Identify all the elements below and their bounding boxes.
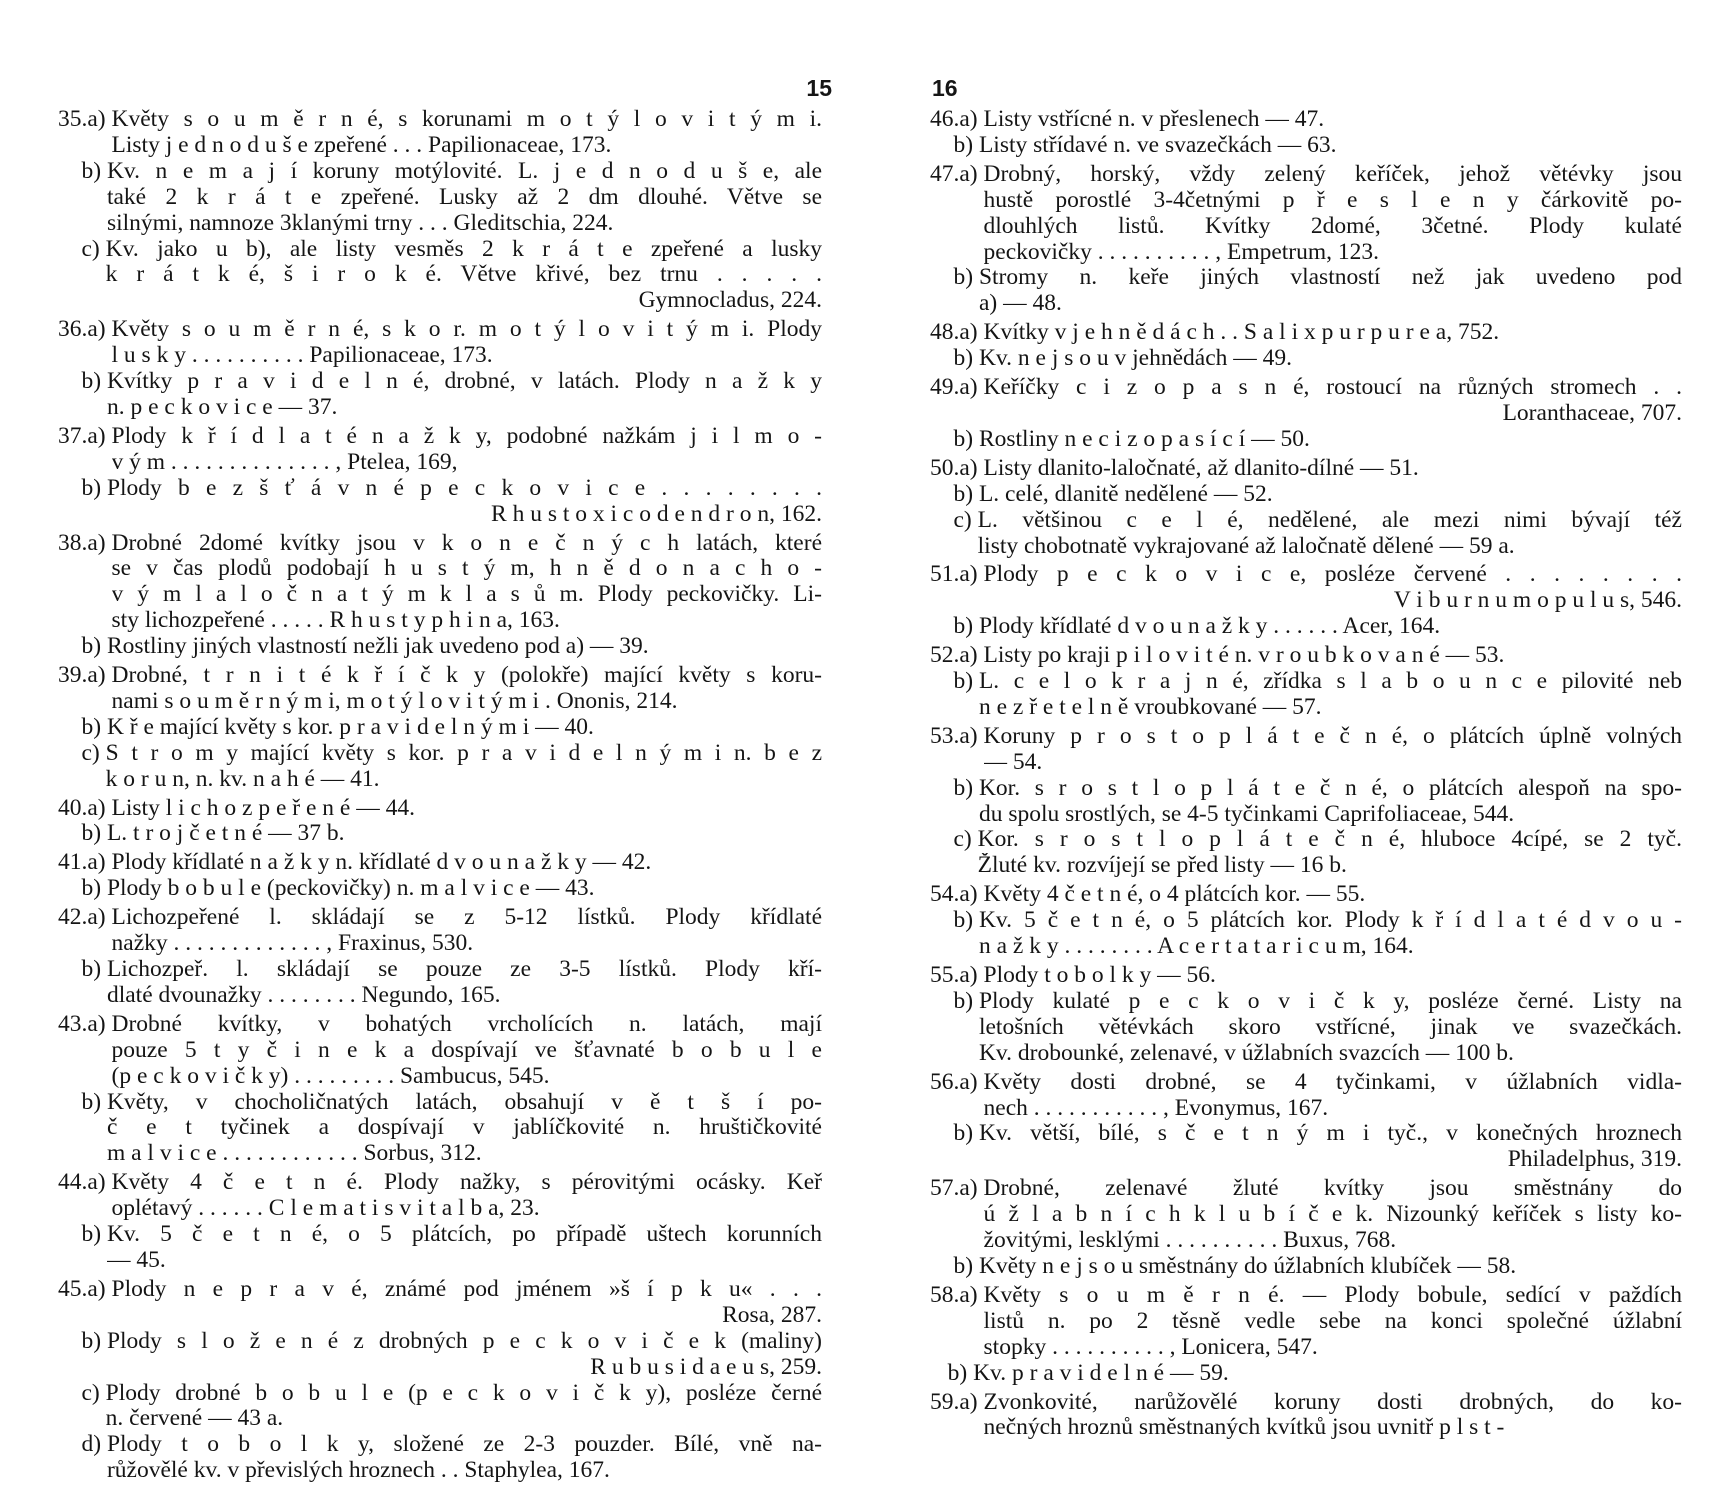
entry-text-line: Plody n e p r a v é, známé pod jménem »š í p k u« . . . — [111, 1276, 822, 1302]
entry-text-line: l u s k y . . . . . . . . . . Papilionaceae, 173. — [111, 343, 493, 369]
entry-text-line: Kv. p r a v i d e l n é — 59. — [973, 1360, 1229, 1386]
entry-text-line: R h u s t o x i c o d e n d r o n, 162. — [491, 501, 822, 527]
key-entries — [930, 107, 1682, 1441]
entry-label: 58.a) — [930, 1281, 984, 1308]
entry-label: 53.a) — [930, 722, 984, 749]
entry-text-line: a) — 48. — [978, 291, 1062, 317]
entry-text-line: Drobné, zelenavé žluté kvítky jsou směstnány do — [983, 1176, 1682, 1202]
key-entry — [930, 614, 1682, 640]
entry-text-line: L. většinou c e l é, nedělené, ale mezi nimi bývají též — [977, 507, 1682, 533]
entry-text-line: stopky . . . . . . . . . . , Lonicera, 547. — [983, 1334, 1318, 1360]
entry-text-line: Kvítky p r a v i d e l n é, drobné, v latách. Plody n a ž k y — [106, 369, 822, 395]
entry-text-line: Kv. 5 č e t n é, o 5 plátcích kor. Plody k ř í d l a t é d v o u - — [978, 908, 1682, 934]
entry-label: b) — [930, 480, 979, 507]
key-entry — [58, 107, 822, 159]
key-entry — [58, 424, 822, 476]
entry-text-line: dlaté dvounažky . . . . . . . . Negundo, 165. — [106, 982, 501, 1008]
entry-label: 46.a) — [930, 106, 984, 132]
entry-text-line: Gymnocladus, 224. — [638, 288, 822, 314]
entry-text-line: Květy 4 č e t n é. Plody nažky, s pérovitými ocásky. Keř — [111, 1170, 822, 1196]
entry-label: 49.a) — [930, 374, 984, 401]
entry-text-line: Zvonkovité, narůžovělé koruny dosti drobných, do ko- — [983, 1389, 1682, 1415]
entry-text-line: Drobný, horský, vždy zelený keříček, jehož větévky jsou — [983, 161, 1682, 187]
entry-label: 54.a) — [930, 881, 984, 908]
entry-text-line: — 45. — [106, 1247, 166, 1273]
key-entry — [58, 476, 822, 528]
entry-label: 57.a) — [930, 1175, 984, 1202]
entry-text-line: v ý m l a l o č n a t ý m k l a s ů m. Plody peckovičky. Li- — [111, 582, 822, 608]
entry-text-line: pouze 5 t y č i n e k a dospívají ve šťavnaté b o b u l e — [111, 1037, 822, 1063]
entry-text-line: Drobné 2domé kvítky jsou v k o n e č n ý c h latách, které — [111, 530, 822, 556]
key-entry — [930, 346, 1682, 372]
entry-text-line: Rostliny jiných vlastností nežli jak uvedeno pod a) — 39. — [106, 634, 649, 660]
entry-text-line: L. t r o j č e t n é — 37 b. — [106, 821, 345, 847]
key-entry — [930, 1283, 1682, 1361]
entry-text-line: v ý m . . . . . . . . . . . . . . , Ptelea, 169, — [111, 449, 458, 475]
entry-text-line: také 2 k r á t e zpeřené. Lusky až 2 dm dlouhé. Větve se — [106, 184, 822, 210]
entry-text-line: Žluté kv. rozvíjejí se před listy — 16 b. — [977, 853, 1347, 879]
entry-text-line: Plody k ř í d l a t é n a ž k y, podobné nažkám j i l m o - — [111, 423, 822, 449]
entry-text-line: Plody t o b o l k y — 56. — [983, 963, 1216, 988]
entry-label: 37.a) — [58, 422, 112, 449]
entry-label: d) — [58, 1431, 107, 1458]
entry-label: 36.a) — [58, 316, 112, 343]
entry-text-line: V i b u r n u m o p u l u s, 546. — [1393, 588, 1682, 614]
entry-text-line: Rostliny n e c i z o p a s í c í — 50. — [978, 426, 1310, 452]
entry-label: 50.a) — [930, 454, 984, 481]
key-entry — [930, 1070, 1682, 1122]
entry-text-line: Plody kulaté p e c k o v i č k y, posléze černé. Listy na — [978, 988, 1682, 1014]
entry-label: b) — [930, 1120, 979, 1147]
entry-text-line: Kv. drobounké, zelenavé, v úžlabních svazcích — 100 b. — [978, 1040, 1514, 1066]
entry-text-line: Listy střídavé n. ve svazečkách — 63. — [978, 132, 1337, 158]
entry-text-line: R u b u s i d a e u s, 259. — [590, 1354, 822, 1380]
entry-label: 59.a) — [930, 1388, 984, 1415]
entry-label: 41.a) — [58, 849, 112, 876]
entry-text-line: m a l v i c e . . . . . . . . . . . . Sorbus, 312. — [106, 1141, 482, 1167]
entry-text-line: Kor. s r o s t l o p l á t e č n é, hluboce 4cípé, se 2 tyč. — [977, 827, 1682, 853]
key-entry — [930, 776, 1682, 828]
entry-text-line: silnými, namnoze 3klanými trny . . . Gleditschia, 224. — [106, 210, 614, 236]
entry-text-line: n. p e c k o v i c e — 37. — [106, 394, 338, 420]
key-entry — [930, 669, 1682, 721]
key-entry — [930, 827, 1682, 879]
entry-label: b) — [930, 613, 979, 640]
entry-label: 38.a) — [58, 529, 112, 556]
entry-text-line: L. celé, dlanitě nedělené — 52. — [978, 481, 1273, 507]
entry-label: 55.a) — [930, 962, 984, 988]
entry-label: 35.a) — [58, 106, 112, 132]
key-entry — [58, 1381, 822, 1433]
entry-text-line: Plody s l o ž e n é z drobných p e c k o v i č e k (maliny) — [106, 1328, 822, 1354]
entry-text-line: n. červené — 43 a. — [105, 1406, 284, 1432]
key-entry — [930, 320, 1682, 346]
entry-label: b) — [58, 956, 107, 982]
entry-text-line: ú ž l a b n í c h k l u b í č e k. Nizounký keříček s listy ko- — [983, 1202, 1682, 1228]
key-entry — [58, 1277, 822, 1329]
entry-text-line: nech . . . . . . . . . . . , Evonymus, 167. — [983, 1095, 1329, 1121]
entry-text-line: Drobné kvítky, v bohatých vrcholících n. latách, mají — [111, 1011, 822, 1037]
key-entry — [930, 908, 1682, 960]
entry-text-line: S t r o m y mající květy s kor. p r a v i d e l n ý m i n. b e z — [105, 740, 822, 766]
entry-text-line: oplétavý . . . . . . C l e m a t i s v i t a l b a, 23. — [111, 1196, 540, 1222]
entry-label: b) — [930, 425, 979, 452]
key-entry — [930, 265, 1682, 317]
entry-text-line: letošních větévkách skoro vstřícné, jinak ve svazečkách. — [978, 1014, 1682, 1040]
entry-text-line: Kor. s r o s t l o p l á t e č n é, o plátcích alespoň na spo- — [978, 775, 1682, 801]
entry-label: c) — [930, 826, 978, 853]
entry-text-line: Listy vstřícné n. v přeslenech — 47. — [983, 107, 1325, 132]
entry-text-line: Květy 4 č e t n é, o 4 plátcích kor. — 55. — [983, 882, 1366, 908]
entry-text-line: žovitými, lesklými . . . . . . . . . . Buxus, 768. — [983, 1228, 1397, 1254]
key-entry — [58, 1222, 822, 1274]
key-entry — [58, 850, 822, 876]
entry-text-line: L. c e l o k r a j n é, zřídka s l a b o u n c e pilovité neb — [978, 669, 1682, 695]
entry-text-line: Plody drobné b o b u l e (p e c k o v i č k y), posléze černé — [105, 1380, 822, 1406]
key-entry — [58, 715, 822, 741]
entry-label: 40.a) — [58, 794, 112, 821]
key-entry — [930, 882, 1682, 908]
entry-text-line: Kv. n e m a j í koruny motýlovité. L. j e d n o d u š e, ale — [106, 158, 822, 184]
entry-text-line: Kv. jako u b), ale listy vesměs 2 k r á t e zpeřené a lusky — [105, 236, 822, 262]
page-number: 15 — [806, 75, 832, 101]
page-right — [930, 0, 1682, 1501]
entry-label: b) — [58, 820, 107, 847]
entry-label: b) — [58, 1327, 107, 1354]
entry-label: 48.a) — [930, 319, 984, 346]
key-entry — [930, 989, 1682, 1067]
entry-text-line: Květy s o u m ě r n é, s korunami m o t ý l o v i t ý m i. — [111, 107, 822, 132]
entry-text-line: Kv. 5 č e t n é, o 5 plátcích, po případě uštech korunních — [106, 1222, 822, 1248]
key-entry — [930, 482, 1682, 508]
key-entry — [930, 643, 1682, 669]
entry-text-line: Rosa, 287. — [722, 1302, 822, 1328]
entry-label: b) — [930, 1252, 979, 1279]
entry-text-line: Koruny p r o s t o p l á t e č n é, o plátcích úplně volných — [983, 723, 1682, 749]
entry-label: b) — [58, 875, 107, 902]
entry-text-line: dlouhlých listů. Kvítky 2domé, 3četné. Plody kulaté — [983, 213, 1682, 239]
entry-text-line: k r á t k é, š i r o k é. Větve křivé, bez trnu . . . . . — [105, 262, 822, 288]
key-entries — [58, 107, 822, 1484]
entry-text-line: (p e c k o v i č k y) . . . . . . . . . Sambucus, 545. — [111, 1063, 550, 1089]
entry-label: b) — [930, 1359, 974, 1386]
entry-label: c) — [58, 739, 106, 766]
entry-text-line: Květy dosti drobné, se 4 tyčinkami, v úžlabních vidla- — [983, 1069, 1682, 1095]
key-entry — [930, 1121, 1682, 1173]
entry-label: b) — [930, 345, 979, 372]
entry-text-line: Drobné, t r n i t é k ř í č k y (polokře) mající květy s koru- — [111, 663, 822, 689]
key-entry — [930, 724, 1682, 776]
entry-text-line: Plody křídlaté n a ž k y n. křídlaté d v o u n a ž k y — 42. — [111, 850, 652, 876]
entry-text-line: sty lichozpeřené . . . . . R h u s t y p h i n a, 163. — [111, 608, 560, 634]
key-entry — [930, 1176, 1682, 1254]
entry-label: b) — [58, 633, 107, 660]
key-entry — [58, 1432, 822, 1484]
key-entry — [930, 508, 1682, 560]
entry-text-line: n a ž k y . . . . . . . . A c e r t a t a r i c u m, 164. — [978, 934, 1414, 960]
entry-label: 43.a) — [58, 1010, 112, 1037]
key-entry — [58, 957, 822, 1009]
entry-label: b) — [930, 131, 979, 158]
entry-text-line: peckovičky . . . . . . . . . . , Empetrum, 123. — [983, 239, 1380, 265]
key-entry — [930, 375, 1682, 427]
entry-text-line: se v čas plodů podobají h u s t ý m, h n ě d o n a c h o - — [111, 556, 822, 582]
entry-label: b) — [930, 668, 979, 695]
entry-text-line: Listy j e d n o d u š e zpeřené . . . Papilionaceae, 173. — [111, 132, 612, 158]
entry-text-line: Loranthaceae, 707. — [1502, 400, 1682, 426]
key-entry — [930, 133, 1682, 159]
key-entry — [58, 317, 822, 369]
entry-label: 47.a) — [930, 160, 984, 187]
entry-text-line: Kv. větší, bílé, s č e t n ý m i tyč., v konečných hroznech — [978, 1121, 1682, 1147]
key-entry — [930, 562, 1682, 614]
entry-text-line: K ř e mající květy s kor. p r a v i d e l n ý m i — 40. — [106, 714, 594, 740]
entry-text-line: nami s o u m ě r n ý m i, m o t ý l o v i t ý m i . Ononis, 214. — [111, 688, 678, 714]
entry-text-line: nečných hroznů směstnaných kvítků jsou uvnitř p l s t - — [983, 1415, 1505, 1441]
entry-label: c) — [58, 1379, 106, 1406]
key-entry — [58, 796, 822, 822]
entry-label: 56.a) — [930, 1068, 984, 1095]
key-entry — [58, 531, 822, 635]
key-entry — [930, 1254, 1682, 1280]
entry-text-line: Květy n e j s o u směstnány do úžlabních klubíček — 58. — [978, 1253, 1517, 1279]
entry-text-line: Stromy n. keře jiných vlastností než jak uvedeno pod — [978, 265, 1682, 291]
key-entry — [58, 905, 822, 957]
entry-text-line: č e t tyčinek a dospívají v jablíčkovité n. hruštičkovité — [106, 1115, 822, 1141]
entry-label: c) — [930, 506, 978, 533]
key-entry — [930, 107, 1682, 133]
entry-label: c) — [58, 235, 106, 262]
entry-label: 44.a) — [58, 1169, 112, 1196]
entry-text-line: Květy, v chocholičnatých latách, obsahují v ě t š í po- — [106, 1089, 822, 1115]
entry-label: 42.a) — [58, 904, 112, 931]
entry-text-line: Plody t o b o l k y, složené ze 2-3 pouzder. Bílé, vně na- — [106, 1432, 822, 1458]
key-entry — [58, 876, 822, 902]
entry-label: b) — [930, 987, 979, 1014]
key-entry — [58, 1170, 822, 1222]
entry-label: 51.a) — [930, 561, 984, 588]
entry-label: b) — [930, 264, 979, 291]
entry-label: b) — [58, 713, 107, 740]
entry-text-line: — 54. — [983, 749, 1043, 775]
entry-text-line: růžovělé kv. v převislých hroznech . . Staphylea, 167. — [106, 1458, 610, 1484]
entry-text-line: Plody p e c k o v i c e, posléze červené . . . . . . . . — [983, 562, 1682, 588]
entry-text-line: nažky . . . . . . . . . . . . . , Fraxinus, 530. — [111, 931, 474, 957]
key-entry — [58, 1090, 822, 1168]
key-entry — [58, 1329, 822, 1381]
entry-text-line: listy chobotnatě vykrajované až laločnatě dělené — 59 a. — [977, 533, 1515, 559]
entry-text-line: hustě porostlé 3-4četnými p ř e s l e n y čárkovitě po- — [983, 187, 1682, 213]
entry-label: b) — [930, 774, 979, 801]
key-entry — [930, 1390, 1682, 1442]
entry-label: 52.a) — [930, 642, 984, 669]
entry-label: b) — [58, 1221, 107, 1248]
entry-text-line: k o r u n, n. kv. n a h é — 41. — [105, 766, 380, 792]
page-left — [58, 0, 832, 1501]
entry-label: b) — [58, 368, 107, 395]
entry-text-line: Květy s o u m ě r n é, s k o r. m o t ý l o v i t ý m i. Plody — [111, 317, 822, 343]
key-entry — [58, 741, 822, 793]
key-entry — [930, 427, 1682, 453]
entry-text-line: Plody b o b u l e (peckovičky) n. m a l v i c e — 43. — [106, 876, 595, 902]
entry-text-line: n e z ř e t e l n ě vroubkované — 57. — [978, 694, 1322, 720]
entry-text-line: Listy dlanito-laločnaté, až dlanito-dílné — 51. — [983, 455, 1419, 481]
entry-text-line: Listy l i c h o z p e ř e n é — 44. — [111, 795, 415, 821]
entry-label: 39.a) — [58, 662, 112, 689]
entry-text-line: du spolu srostlých, se 4-5 tyčinkami Caprifoliaceae, 544. — [978, 801, 1515, 827]
entry-label: b) — [58, 157, 107, 184]
entry-text-line: Lichozpeř. l. skládají se pouze ze 3-5 lístků. Plody kří- — [106, 957, 822, 982]
key-entry — [58, 663, 822, 715]
entry-label: 45.a) — [58, 1275, 112, 1302]
key-entry — [930, 162, 1682, 266]
entry-text-line: Plody křídlaté d v o u n a ž k y . . . . . . Acer, 164. — [978, 614, 1441, 640]
entry-text-line: Kvítky v j e h n ě d á c h . . S a l i x p u r p u r e a, 752. — [983, 320, 1500, 346]
entry-text-line: Kv. n e j s o u v jehnědách — 49. — [978, 346, 1293, 372]
key-entry — [58, 821, 822, 847]
entry-text-line: Listy po kraji p i l o v i t é n. v r o u b k o v a n é — 53. — [983, 643, 1505, 669]
key-entry — [930, 456, 1682, 482]
entry-text-line: Keříčky c i z o p a s n é, rostoucí na různých stromech . . — [983, 375, 1682, 401]
key-entry — [930, 1361, 1682, 1387]
entry-label: b) — [58, 1088, 107, 1115]
entry-label: b) — [930, 907, 979, 934]
entry-text-line: Květy s o u m ě r n é. — Plody bobule, sedící v paždích — [983, 1282, 1682, 1308]
key-entry — [58, 237, 822, 315]
entry-text-line: Philadelphus, 319. — [1507, 1147, 1682, 1173]
page-number: 16 — [932, 75, 958, 101]
entry-label: b) — [58, 474, 107, 501]
entry-text-line: Plody b e z š ť á v n é p e c k o v i c e . . . . . . . . — [106, 475, 822, 501]
key-entry — [58, 159, 822, 237]
key-entry — [58, 1012, 822, 1090]
entry-text-line: listů n. po 2 těsně vedle sebe na konci společné úžlabní — [983, 1308, 1682, 1334]
key-entry — [58, 369, 822, 421]
entry-text-line: Lichozpeřené l. skládají se z 5-12 lístků. Plody křídlaté — [111, 905, 822, 931]
key-entry — [58, 634, 822, 660]
key-entry — [930, 963, 1682, 989]
